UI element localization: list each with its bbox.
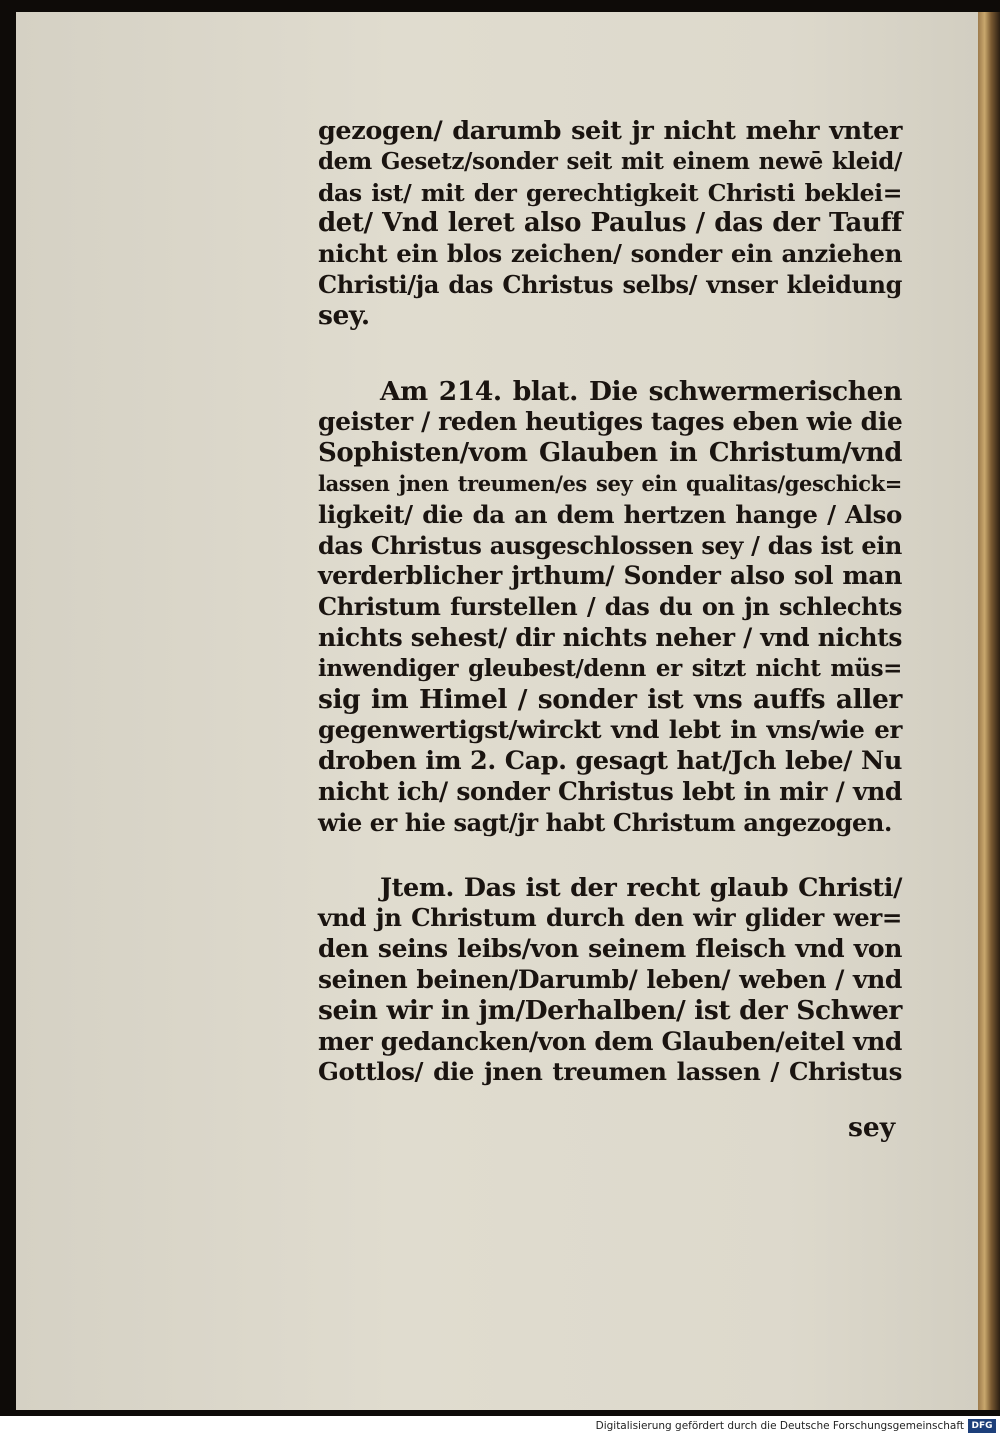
text-line: geister / reden heutiges tages eben wie die bbox=[318, 407, 903, 437]
text-line: nichts sehest/ dir nichts neher / vnd nichts bbox=[318, 622, 902, 652]
footer bbox=[0, 1416, 1000, 1437]
text-line: nicht ich/ sonder Christus lebt in mir / vnd bbox=[318, 776, 902, 806]
book-edge bbox=[978, 12, 1000, 1410]
text-line: sey. bbox=[318, 299, 370, 331]
text-line: den seins leibs/von seinem fleisch vnd von bbox=[318, 934, 902, 964]
catchword: sey bbox=[848, 1112, 896, 1143]
text-line: Am 214. blat. Die schwermerischen bbox=[380, 375, 902, 407]
text-line: seinen beinen/Darumb/ leben/ weben / vnd bbox=[318, 964, 902, 994]
text-line: das Christus ausgeschlossen sey / das ist ein bbox=[318, 530, 902, 560]
page-edge-mark bbox=[0, 450, 12, 510]
dfg-logo: DFG bbox=[968, 1419, 996, 1433]
text-line: verderblicher jrthum/ Sonder also sol man bbox=[318, 561, 902, 591]
text-line: sig im Himel / sonder ist vns auffs aller bbox=[318, 683, 902, 715]
text-line: sein wir in jm/Derhalben/ ist der Schwer bbox=[318, 994, 902, 1026]
text-line: vnd jn Christum durch den wir glider wer= bbox=[318, 903, 902, 933]
text-line: gegenwertigst/wirckt vnd lebt in vns/wie er bbox=[318, 715, 902, 745]
paragraph bbox=[318, 377, 902, 839]
text-line: dem Gesetz/sonder seit mit einem newē kleid/ bbox=[318, 147, 902, 175]
text-line: det/ Vnd leret also Paulus / das der Tauff bbox=[318, 208, 902, 239]
text-line: nicht ein blos zeichen/ sonder ein anziehen bbox=[318, 239, 902, 269]
text-line: mer gedancken/von dem Glauben/eitel vnd bbox=[318, 1026, 902, 1056]
page-text bbox=[318, 116, 902, 1088]
text-line: Christum furstellen / das du on jn schlechts bbox=[318, 592, 902, 622]
text-line: gezogen/ darumb seit jr nicht mehr vnter bbox=[318, 116, 902, 146]
paragraph bbox=[318, 873, 902, 1089]
text-line: Jtem. Das ist der recht glaub Christi/ bbox=[380, 872, 902, 903]
paragraph bbox=[318, 116, 902, 332]
paragraph-gap bbox=[318, 839, 902, 873]
text-line: Gottlos/ die jnen treumen lassen / Christus bbox=[318, 1057, 902, 1087]
paragraph-gap bbox=[318, 332, 902, 377]
text-line: Sophisten/vom Glauben in Christum/vnd bbox=[318, 438, 902, 469]
text-line: das ist/ mit der gerechtigkeit Christi beklei= bbox=[318, 178, 902, 207]
text-line: inwendiger gleubest/denn er sitzt nicht müs= bbox=[318, 654, 902, 682]
funding-credit: Digitalisierung gefördert durch die Deutsche Forschungsgemeinschaft bbox=[595, 1420, 964, 1432]
text-line: ligkeit/ die da an dem hertzen hange / Also bbox=[318, 499, 902, 529]
text-line: Christi/ja das Christus selbs/ vnser kleidung bbox=[318, 269, 902, 299]
text-line: lassen jnen treumen/es sey ein qualitas/geschick= bbox=[318, 470, 902, 496]
text-line: wie er hie sagt/jr habt Christum angezogen. bbox=[318, 807, 892, 837]
text-line: droben im 2. Cap. gesagt hat/Jch lebe/ Nu bbox=[318, 746, 902, 777]
